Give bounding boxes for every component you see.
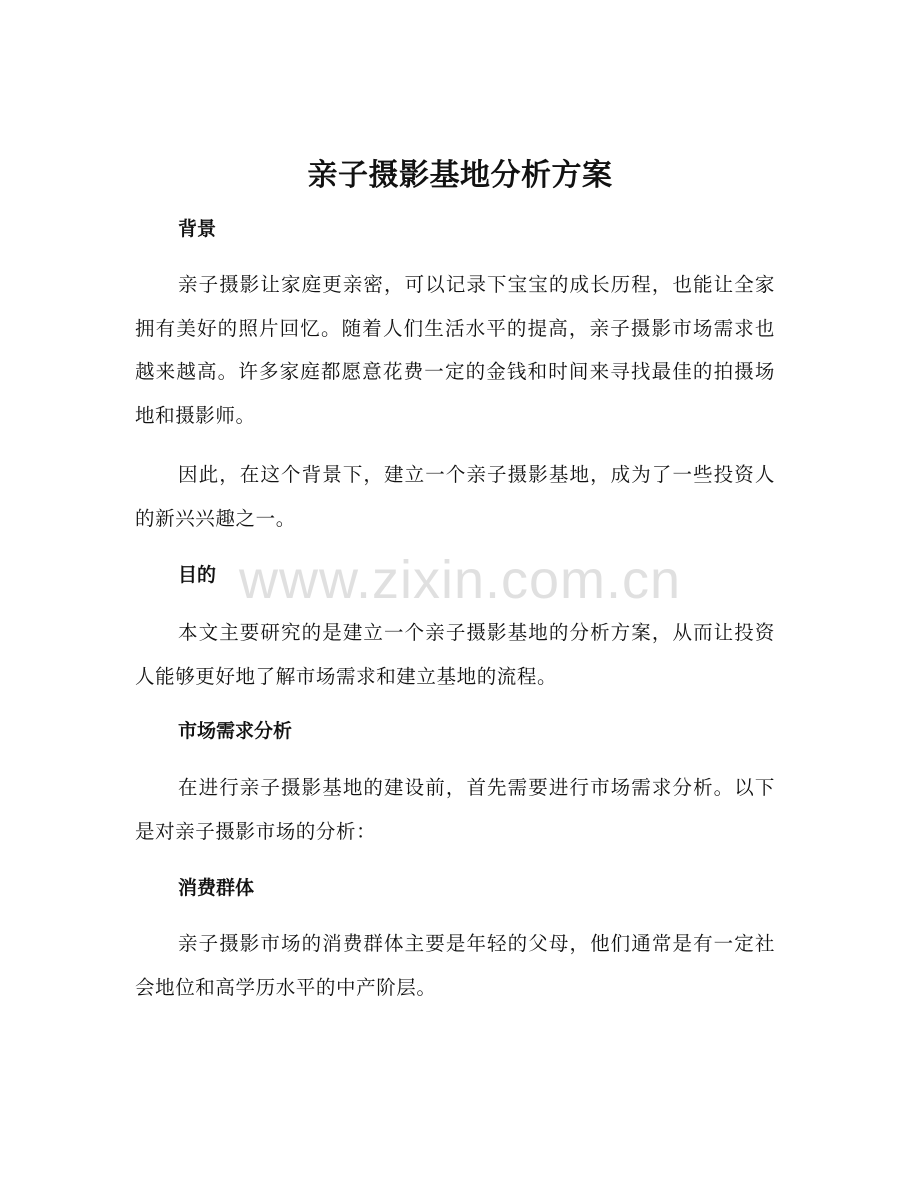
- paragraph-purpose: 本文主要研究的是建立一个亲子摄影基地的分析方案，从而让投资人能够更好地了解市场需求和建立基地的流程。: [135, 621, 775, 688]
- paragraph-consumer-group: 亲子摄影市场的消费群体主要是年轻的父母，他们通常是有一定社会地位和高学历水平的中产阶层。: [135, 932, 775, 999]
- watermark-text: www.zixin.com.cn: [238, 550, 682, 610]
- section-heading-market-demand: 市场需求分析: [178, 720, 293, 742]
- document-title: 亲子摄影基地分析方案: [307, 158, 613, 193]
- section-heading-background: 背景: [178, 218, 217, 240]
- paragraph-background-1: 亲子摄影让家庭更亲密，可以记录下宝宝的成长历程，也能让全家拥有美好的照片回忆。随着人们生活水平的提高，亲子摄影市场需求也越来越高。许多家庭都愿意花费一定的金钱和时间来寻找最佳的拍摄场地和摄影师。: [135, 273, 775, 427]
- section-heading-purpose: 目的: [178, 564, 217, 586]
- paragraph-background-2: 因此，在这个背景下，建立一个亲子摄影基地，成为了一些投资人的新兴兴趣之一。: [135, 463, 775, 530]
- section-heading-consumer-group: 消费群体: [178, 877, 255, 899]
- paragraph-market-demand: 在进行亲子摄影基地的建设前，首先需要进行市场需求分析。以下是对亲子摄影市场的分析：: [135, 776, 775, 843]
